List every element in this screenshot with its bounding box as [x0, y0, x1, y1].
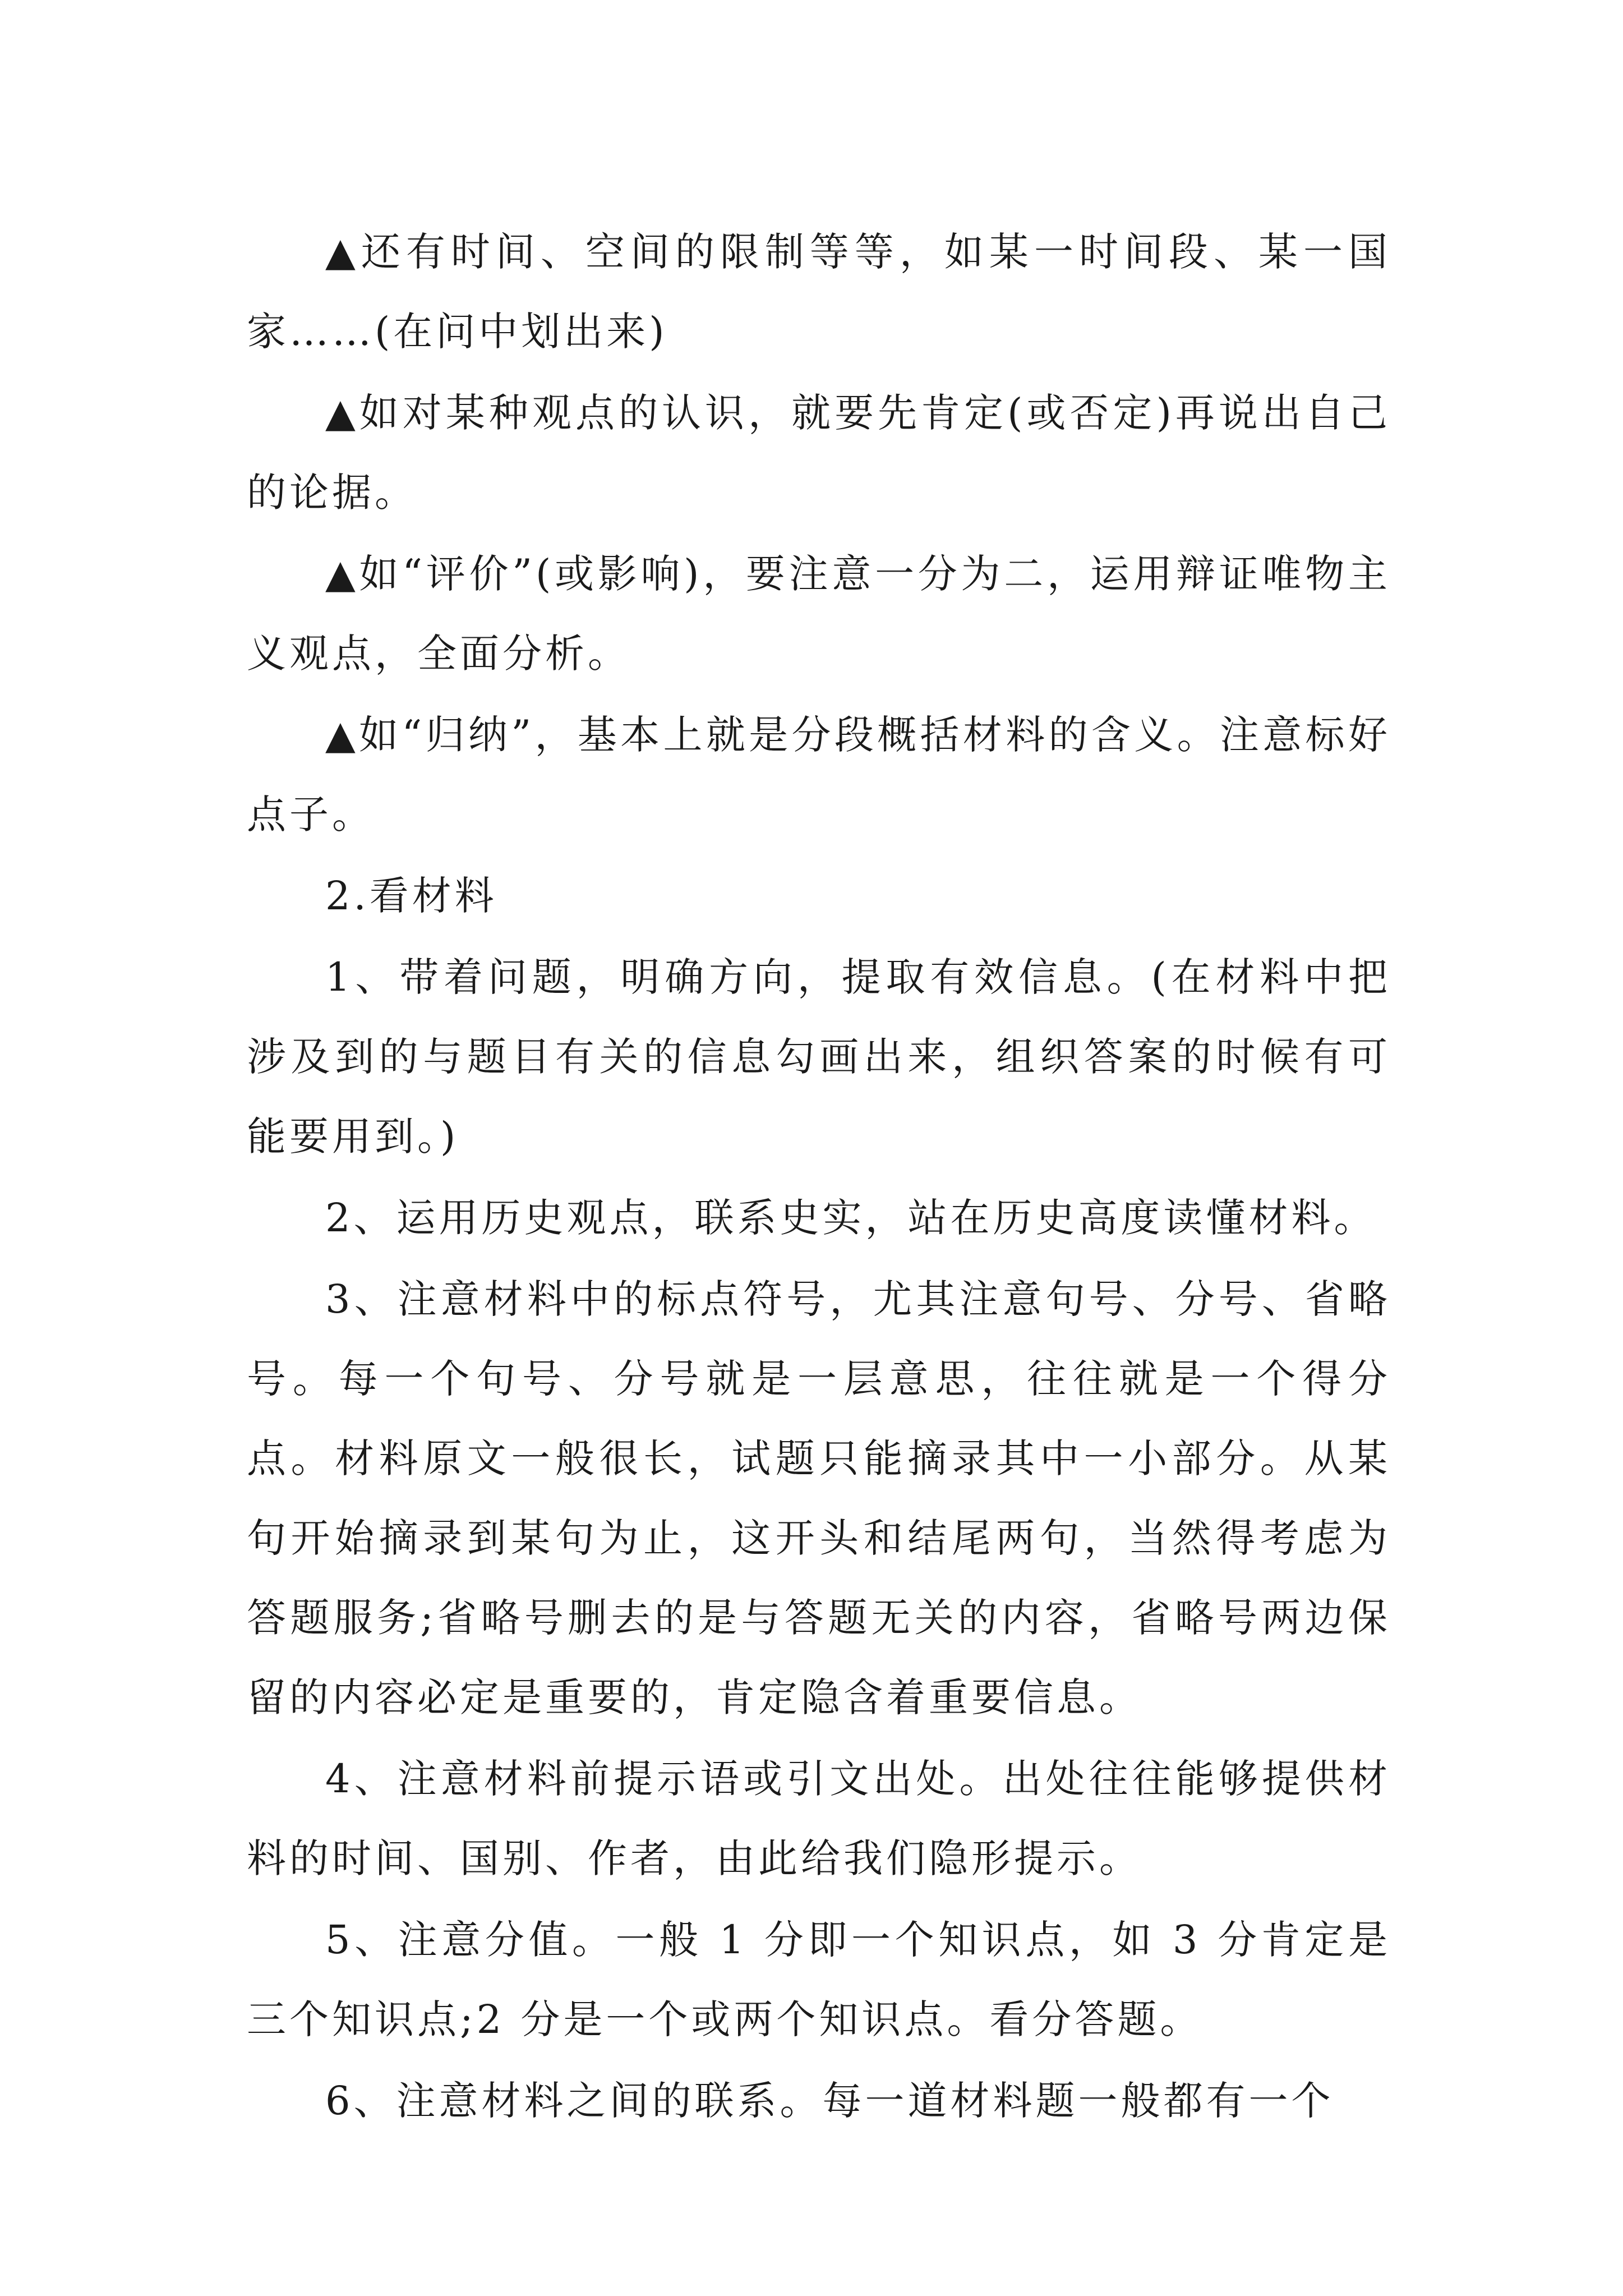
paragraph-point-5: 5、注意分值。一般 1 分即一个知识点，如 3 分肯定是三个知识点;2 分是一个或两个知识点。看分答题。 [247, 1917, 1391, 2042]
paragraph-point-1: 1、带着问题，明确方向，提取有效信息。(在材料中把涉及到的与题目有关的信息勾画出来，组织答案的时候有可能要用到。) [247, 954, 1391, 1159]
section-heading-read-materials: 2.看材料 [325, 873, 497, 919]
document-body [247, 212, 1391, 2142]
paragraph-induction: ▲如“归纳”，基本上就是分段概括材料的含义。注意标好点子。 [247, 712, 1391, 838]
paragraph-point-4: 4、注意材料前提示语或引文出处。出处往往能够提供材料的时间、国别、作者，由此给我们隐形提示。 [247, 1756, 1391, 1881]
paragraph-viewpoint: ▲如对某种观点的认识，就要先肯定(或否定)再说出自己的论据。 [247, 390, 1391, 516]
paragraph-point-6: 6、注意材料之间的联系。每一道材料题一般都有一个 [325, 2078, 1334, 2124]
paragraph-time-space-limits: ▲还有时间、空间的限制等等，如某一时间段、某一国家……(在问中划出来) [247, 229, 1391, 355]
paragraph-evaluation: ▲如“评价”(或影响)，要注意一分为二，运用辩证唯物主义观点，全面分析。 [247, 551, 1391, 677]
paragraph-point-3: 3、注意材料中的标点符号，尤其注意句号、分号、省略号。每一个句号、分号就是一层意思，往往就是一个得分点。材料原文一般很长，试题只能摘录其中一小部分。从某句开始摘录到某句为止，这开头和结尾两句，当然得考虑为答题服务;省略号删去的是与答题无关的内容，省略号两边保留的内容必定是重要的，肯定隐含着重要信息。 [247, 1276, 1391, 1720]
paragraph-point-2: 2、运用历史观点，联系史实，站在历史高度读懂材料。 [325, 1195, 1377, 1241]
